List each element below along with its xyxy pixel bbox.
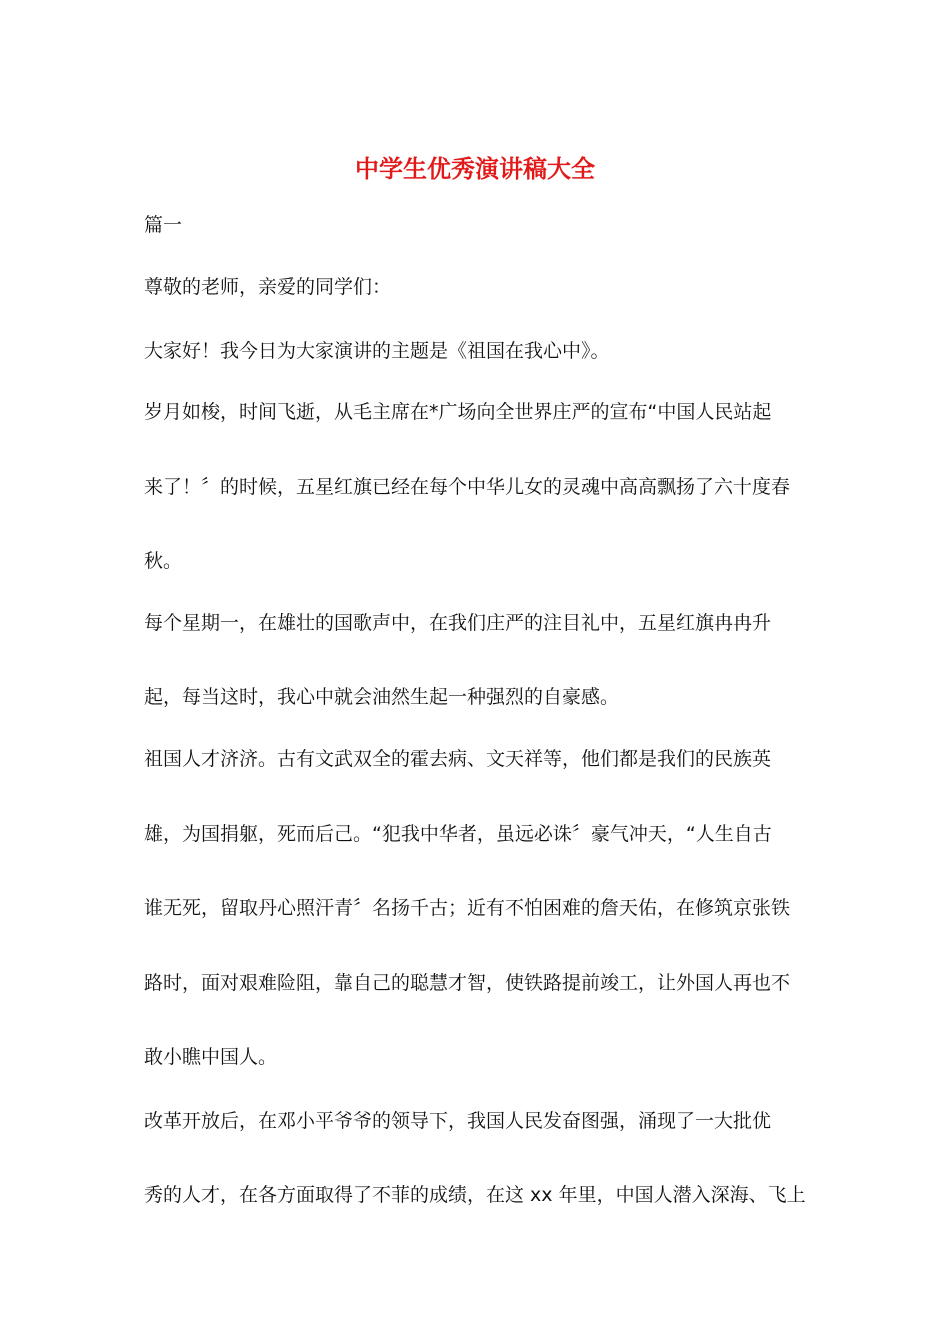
text-line: 尊敬的老师，亲爱的同学们： (144, 276, 392, 298)
text-line: 敢小瞧中国人。 (144, 1046, 278, 1068)
text-line: 秀的人才，在各方面取得了不菲的成绩，在这 xx 年里，中国人潜入深海、飞上 (144, 1184, 806, 1206)
document-title: 中学生优秀演讲稿大全 (355, 154, 595, 183)
section-heading: 篇一 (144, 214, 183, 236)
text-line: 岁月如梭，时间飞逝，从毛主席在*广场向全世界庄严的宣布“中国人民站起 (144, 401, 772, 423)
text-line: 起，每当这时，我心中就会油然生起一种强烈的自豪感。 (144, 686, 620, 708)
text-line: 祖国人才济济。古有文武双全的霍去病、文天祥等，他们都是我们的民族英 (144, 748, 772, 770)
text-line: 秋。 (144, 550, 183, 572)
text-line: 路时，面对艰难险阻，靠自己的聪慧才智，使铁路提前竣工，让外国人再也不 (144, 972, 791, 994)
text-line: 来了！〞的时候，五星红旗已经在每个中华儿女的灵魂中高高飘扬了六十度春 (144, 476, 791, 498)
text-line: 大家好！我今日为大家演讲的主题是《祖国在我心中》。 (144, 340, 610, 362)
text-line: 改革开放后，在邓小平爷爷的领导下，我国人民发奋图强，涌现了一大批优 (144, 1110, 772, 1132)
text-line: 每个星期一，在雄壮的国歌声中，在我们庄严的注目礼中，五星红旗冉冉升 (144, 612, 772, 634)
text-line: 雄，为国捐躯，死而后己。“犯我中华者，虽远必诛〞豪气冲天，“人生自古 (144, 823, 772, 845)
text-line: 谁无死，留取丹心照汗青〞名扬千古；近有不怕困难的詹天佑，在修筑京张铁 (144, 897, 791, 919)
